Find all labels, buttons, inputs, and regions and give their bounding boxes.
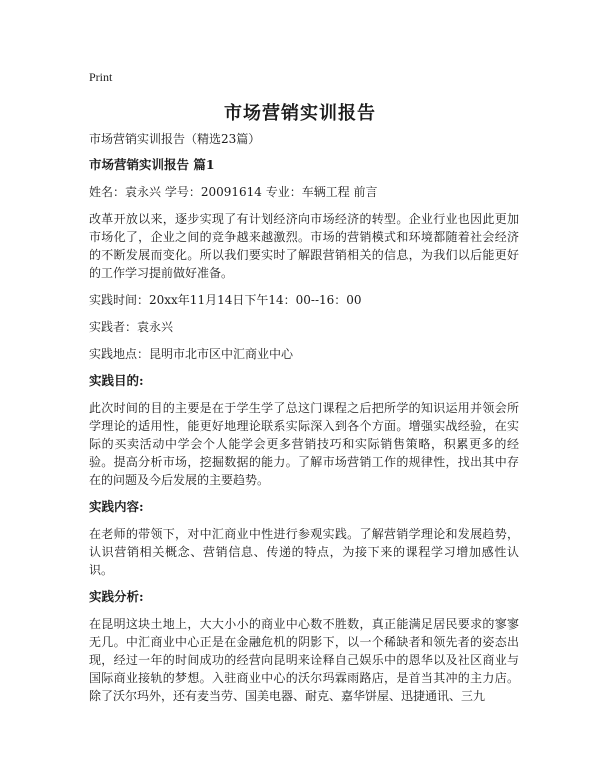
document-subtitle: 市场营销实训报告（精选23篇）: [89, 132, 261, 146]
purpose-paragraph: 此次时间的目的主要是在于学生学了总这门课程之后把所学的知识运用并领会所学理论的适用性，能更好地理论联系实际深入到各个方面。增强实战经验，在实际的买卖活动中学会个人能学会更多营销技巧和实际销售策略，积累更多的经验。提高分析市场，挖掘数据的能力。了解市场营销工作的规律性，找出其中存在的问题及今后发展的主要趋势。: [89, 401, 519, 487]
document-body: [89, 130, 519, 714]
intro-paragraph: 改革开放以来，逐步实现了有计划经济向市场经济的转型。企业行业也因此更加市场化了，企业之间的竞争越来越激烈。市场的营销模式和环境都随着社会经济的不断发展而变化。所以我们要实时了解跟营销相关的信息，为我们以后能更好的工作学习提前做好准备。: [89, 212, 519, 280]
content-heading: 实践内容:: [89, 499, 144, 514]
practice-time: 实践时间：20xx年11月14日下午14：00--16：00: [89, 293, 362, 307]
analysis-paragraph: 在昆明这块土地上，大大小小的商业中心数不胜数，真正能满足居民要求的寥寥无几。中汇商业中心正是在金融危机的阴影下，以一个稀缺者和领先者的姿态出现，经过一年的时间成功的经营向昆明来诠释自己娱乐中的恩华以及社区商业与国际商业接轨的梦想。入驻商业中心的沃尔玛霖雨路店，是首当其冲的主力店。除了沃尔玛外，还有麦当劳、国美电器、耐克、嘉华饼屋、迅捷通讯、三九: [89, 617, 519, 703]
page-title: 市场营销实训报告: [224, 103, 376, 124]
analysis-heading: 实践分析:: [89, 589, 144, 604]
content-paragraph: 在老师的带领下，对中汇商业中性进行参观实践。了解营销学理论和发展趋势，认识营销相关概念、营销信息、传递的特点，为接下来的课程学习增加感性认识。: [89, 527, 519, 577]
print-link[interactable]: Print: [89, 70, 113, 84]
author-line: 姓名：袁永兴 学号：20091614 专业：车辆工程 前言: [89, 185, 378, 199]
section-heading: 市场营销实训报告 篇1: [89, 157, 215, 172]
purpose-heading: 实践目的:: [89, 373, 144, 388]
practice-location: 实践地点：昆明市北市区中汇商业中心: [89, 347, 294, 361]
practice-person: 实践者：袁永兴: [89, 320, 174, 334]
